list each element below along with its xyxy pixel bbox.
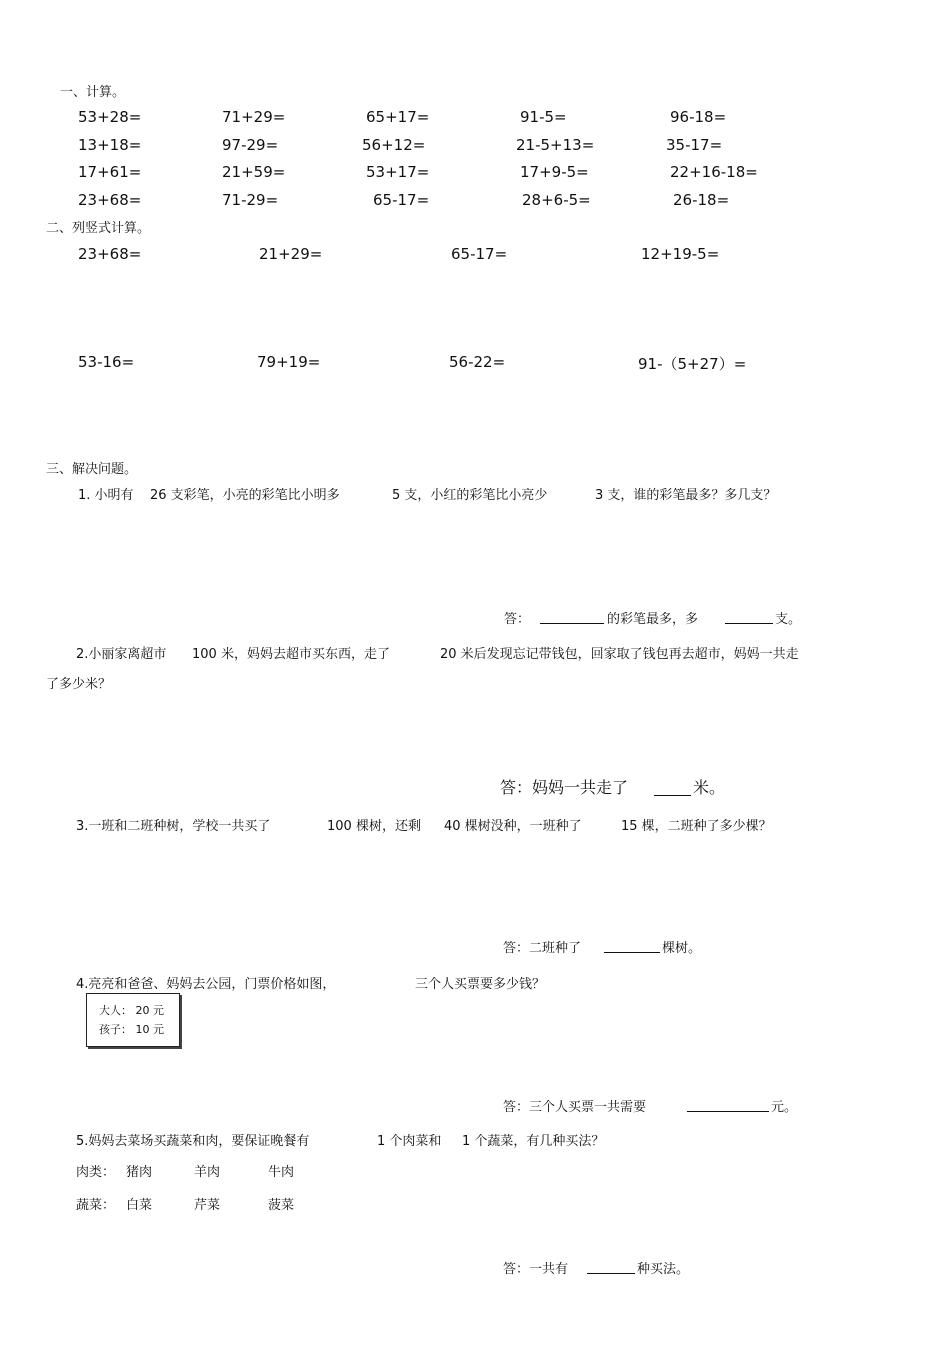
answer-blank[interactable] bbox=[654, 778, 691, 796]
answer-blank[interactable] bbox=[540, 609, 604, 624]
q3-text: 3.一班和二班种树，学校一共买了 bbox=[76, 819, 271, 834]
q2-text: 了多少米？ bbox=[46, 677, 112, 692]
answer-text: 支。 bbox=[775, 612, 802, 627]
q5-text: 5.妈妈去菜场买蔬菜和肉，要保证晚餐有 bbox=[76, 1134, 310, 1149]
s2-eq: 21+29= bbox=[259, 245, 323, 263]
q4-text: 4.亮亮和爸爸、妈妈去公园，门票价格如图， bbox=[76, 977, 336, 992]
s1-eq: 56+12= bbox=[362, 136, 426, 154]
s2-eq: 91-（5+27）= bbox=[638, 355, 747, 373]
s1-eq: 17+61= bbox=[78, 163, 142, 181]
answer-text: 的彩笔最多，多 bbox=[607, 612, 699, 627]
q3-text: 15 棵，二班种了多少棵？ bbox=[621, 819, 772, 834]
section3-title: 三、解决问题。 bbox=[46, 462, 138, 477]
s2-eq: 56-22= bbox=[449, 353, 506, 371]
s2-eq: 65-17= bbox=[451, 245, 508, 263]
q5-text: 1 个蔬菜，有几种买法？ bbox=[462, 1134, 605, 1149]
s1-eq: 71-29= bbox=[222, 191, 279, 209]
answer-text: 棵树。 bbox=[662, 941, 702, 956]
s1-eq: 28+6-5= bbox=[522, 191, 591, 209]
s1-eq: 21-5+13= bbox=[516, 136, 595, 154]
price-box bbox=[86, 993, 180, 1047]
s1-eq: 65-17= bbox=[373, 191, 430, 209]
q4-text: 三个人买票要多少钱？ bbox=[415, 977, 546, 992]
veg-label: 蔬菜： bbox=[76, 1198, 116, 1213]
q1-text: 3 支，谁的彩笔最多？多几支？ bbox=[595, 488, 777, 503]
answer-text: 答：二班种了 bbox=[503, 941, 582, 956]
answer-text: 答：三个人买票一共需要 bbox=[503, 1100, 647, 1115]
answer-prefix: 答： bbox=[504, 612, 531, 627]
answer-blank[interactable] bbox=[687, 1097, 769, 1112]
q2-text: 20 米后发现忘记带钱包，回家取了钱包再去超市，妈妈一共走 bbox=[440, 647, 799, 662]
s1-eq: 71+29= bbox=[222, 108, 286, 126]
q3-text: 100 棵树，还剩 bbox=[327, 819, 421, 834]
s1-eq: 35-17= bbox=[666, 136, 723, 154]
answer-text: 元。 bbox=[771, 1100, 798, 1115]
answer-text: 答：妈妈一共走了 bbox=[500, 778, 629, 797]
s1-eq: 53+28= bbox=[78, 108, 142, 126]
s2-eq: 53-16= bbox=[78, 353, 135, 371]
price-child: 孩子： 10 元 bbox=[99, 1023, 164, 1036]
meat-item: 牛肉 bbox=[268, 1165, 295, 1180]
answer-text: 答：一共有 bbox=[503, 1262, 569, 1277]
q2-text: 100 米，妈妈去超市买东西，走了 bbox=[192, 647, 390, 662]
s1-eq: 13+18= bbox=[78, 136, 142, 154]
meat-item: 羊肉 bbox=[194, 1165, 221, 1180]
s1-eq: 53+17= bbox=[366, 163, 430, 181]
meat-item: 猪肉 bbox=[126, 1165, 153, 1180]
price-adult: 大人： 20 元 bbox=[99, 1004, 164, 1017]
s1-eq: 97-29= bbox=[222, 136, 279, 154]
veg-item: 芹菜 bbox=[194, 1198, 221, 1213]
s1-eq: 22+16-18= bbox=[670, 163, 758, 181]
answer-text: 米。 bbox=[693, 778, 726, 797]
s1-eq: 91-5= bbox=[520, 108, 567, 126]
veg-item: 白菜 bbox=[126, 1198, 153, 1213]
answer-blank[interactable] bbox=[725, 609, 773, 624]
veg-item: 菠菜 bbox=[268, 1198, 295, 1213]
answer-blank[interactable] bbox=[587, 1259, 635, 1274]
q1-text: 5 支，小红的彩笔比小亮少 bbox=[392, 488, 548, 503]
answer-blank[interactable] bbox=[604, 938, 660, 953]
s1-eq: 23+68= bbox=[78, 191, 142, 209]
q2-text: 2.小丽家离超市 bbox=[76, 647, 167, 662]
s1-eq: 17+9-5= bbox=[520, 163, 589, 181]
s2-eq: 79+19= bbox=[257, 353, 321, 371]
answer-text: 种买法。 bbox=[637, 1262, 690, 1277]
s1-eq: 21+59= bbox=[222, 163, 286, 181]
section1-title: 一、计算。 bbox=[60, 85, 126, 100]
q5-text: 1 个肉菜和 bbox=[377, 1134, 442, 1149]
q1-text: 26 支彩笔，小亮的彩笔比小明多 bbox=[150, 488, 340, 503]
section2-title: 二、列竖式计算。 bbox=[46, 221, 151, 236]
s1-eq: 96-18= bbox=[670, 108, 727, 126]
s1-eq: 65+17= bbox=[366, 108, 430, 126]
s2-eq: 23+68= bbox=[78, 245, 142, 263]
meat-label: 肉类： bbox=[76, 1165, 116, 1180]
s1-eq: 26-18= bbox=[673, 191, 730, 209]
q1-text: 1. 小明有 bbox=[78, 488, 134, 503]
q3-text: 40 棵树没种，一班种了 bbox=[444, 819, 582, 834]
s2-eq: 12+19-5= bbox=[641, 245, 720, 263]
